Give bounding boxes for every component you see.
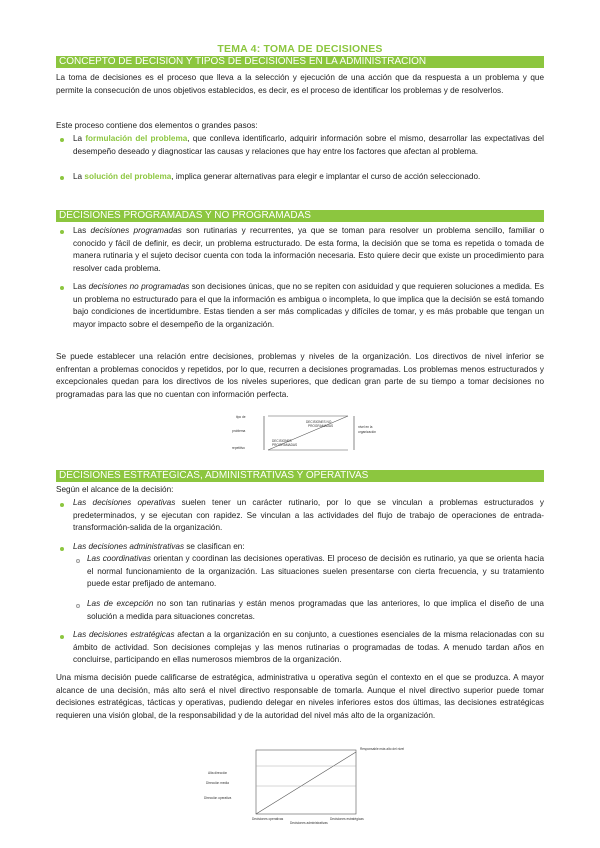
bullet-dot [60,176,64,180]
sub-bullet-circle [76,604,80,608]
bullet-dot [60,503,64,507]
diag2-y-alta: Alta dirección [208,771,228,775]
coordinativas-paragraph: Las coordinativas orientan y coordinan las decisiones operativas. El proceso de decisión es rutinario, ya que se orienta hacia el normal funcionamiento de la organización. Las situaciones suelen presentarse con cierta frecuencia, y su tratamiento puede estar prefijado de antemano. [87,554,544,589]
estrategicas-paragraph: Las decisiones estratégicas afectan a la organización en su conjunto, a cuestiones esenciales de la misma relacionadas con su ámbito de actividad. Son decisiones complejas y las menos rutinarias o programadas de todas. A menudo tardan años en concluirse, participando en ellas numerosos miembros de la organización. [73,630,544,665]
alcance-intro: Según el alcance de la decisión: [56,485,174,494]
bullet-dot [60,286,64,290]
prog-term: decisiones programadas [90,226,182,235]
excepcion-paragraph: Las de excepción no son tan rutinarias y están menos programadas que las anteriores, lo que implica el diseño de una solución a medida para situaciones concretas. [87,599,544,621]
administrativas-term: Las decisiones administrativas [73,542,185,551]
diag2-y-media: Dirección media [206,781,229,785]
diag1-left-top-label: tipo de [236,415,246,419]
final-paragraph: Una misma decisión puede calificarse de estratégica, administrativa u operativa según el contexto en el que se produzca. A mayor alcance de una decisión, más alto será el nivel directivo responsable de tomarla. Aunque el nivel directivo superior puede tomar decisiones estratégicas, tácticas y operativas, pudiendo delegar en niveles inferiores estos dos últimas, las decisiones estratégicas requieren una visión global, de la responsabilidad y de la autoridad del nivel más alto de la organización. [56,673,544,720]
section-header-concepto: CONCEPTO DE DECISIÓN Y TIPOS DE DECISIONES EN LA ADMINISTRACIÓN [56,56,544,68]
sub-bullet-circle [76,559,80,563]
diag1-left-mid-label: problema [232,429,246,433]
diag1-right-label2: organización [358,430,377,434]
diag2-x-estrategicas: Decisiones estratégicas [330,817,364,821]
step2-term: solución del problema [84,172,172,181]
step2-paragraph: La solución del problema, implica generar alternativas para elegir e implantar el curso de acción seleccionado. [73,172,481,181]
coordinativas-term: Las coordinativas [87,554,151,563]
diag1-right-label: nivel en la [358,425,373,429]
diag1-prog-label: DECISIONES [272,439,292,443]
operativas-term: Las decisiones operativas [73,498,176,507]
excepcion-term: Las de excepción [87,599,154,608]
bullet-dot [60,635,64,639]
bullet-dot [60,138,64,142]
section-header-estrategicas: DECISIONES ESTRATÉGICAS, ADMINISTRATIVAS Y OPERATIVAS [56,470,544,482]
operativas-paragraph: Las decisiones operativas suelen tener un carácter rutinario, por lo que se vinculan a problemas estructurados y predeterminados, y se ejecutan con rapidez. Se vinculan a las actividades del flujo de trabajo de operaciones de entrada-transformación-salida de la organización. [73,498,544,533]
step1-term: formulación del problema [85,134,188,143]
diag1-nonprog-label: DECISIONES NO [306,420,332,424]
estrategicas-term: Las decisiones estratégicas [73,630,175,639]
decision-levels-diagram [200,744,410,826]
section-header-programadas: DECISIONES PROGRAMADAS Y NO PROGRAMADAS [56,210,544,222]
intro-paragraph: La toma de decisiones es el proceso que lleva a la selección y ejecución de una acción que da respuesta a un problema y que permite la consecución de unos objetivos establecidos, es decir, es el proceso de identificar los problemas y de resolverlos. [56,73,544,95]
bullet-dot [60,547,64,551]
noprog-paragraph: Las decisiones no programadas son decisiones únicas, que no se repiten con asiduidad y que requieren soluciones a medida. Es un problema no estructurado para el que la información es ambigua o incompleta, lo que implica que la decisión se está tomando bajo condiciones de incertidumbre. Estas tienden a ser más complicadas y difíciles de tomar, y es más probable que tengan un mayor impacto sobre el desempeño de la organización. [73,282,544,329]
relation-paragraph: Se puede establecer una relación entre decisiones, problemas y niveles de la organización. Los directivos de nivel inferior se enfrentan a problemas conocidos y repetidos, por lo que, recurren a decisiones programadas. Los problemas menos estructurados y excepcionales quedan para los directivos de los niveles superiores, que dedican gran parte de su tiempo a tomar decisiones no programadas para las que no cuentan con información perfecta. [56,352,544,399]
steps-intro: Este proceso contiene dos elementos o grandes pasos: [56,121,258,130]
diag2-x-operativas: Decisiones operativas [252,817,284,821]
diag2-y-operativa: Dirección operativa [204,796,232,800]
page-title: TEMA 4: TOMA DE DECISIONES [217,43,383,55]
bullet-dot [60,230,64,234]
diag1-left-bottom-label: repetitivo [232,446,245,450]
administrativas-paragraph: Las decisiones administrativas se clasifican en: [73,542,245,551]
diag2-x-administrativas: Decisiones administrativas [290,821,328,825]
diag1-prog-label2: PROGRAMADAS [272,443,298,447]
noprog-term: decisiones no programadas [88,282,190,291]
step1-paragraph: La formulación del problema, que conlleva identificarlo, adquirir información sobre el mismo, desarrollar las expectativas del desempeño deseado y diagnosticar las causas y relaciones que hay entre los factores que afectan al problema. [73,134,544,156]
diag1-nonprog-label2: PROGRAMADAS [308,424,334,428]
prog-paragraph: Las decisiones programadas son rutinarias y recurrentes, ya que se toman para resolver un problema sencillo, familiar o conocido y fácil de definir, es decir, un problema estructurado. De esta forma, la decisión que se toma es repetida o tomada de manera rutinaria y el sujeto decisor cuenta con toda la información necesaria. Esto quiere decir que existe un procedimiento para resolver cada problema. [73,226,545,273]
diag2-note: Responsable más alto del nivel [360,747,405,751]
decision-problem-diagram [228,412,388,454]
